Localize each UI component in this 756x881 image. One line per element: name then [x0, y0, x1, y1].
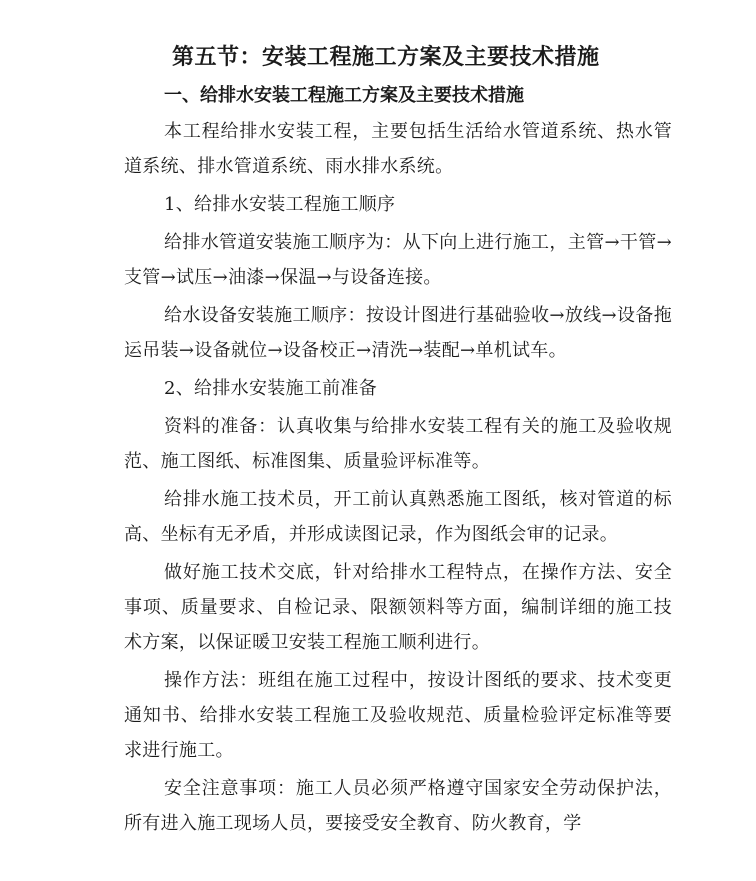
document-title: 第五节：安装工程施工方案及主要技术措施 — [172, 45, 600, 70]
paragraph-equipment-sequence: 给水设备安装施工顺序：按设计图进行基础验收→放线→设备拖运吊装→设备就位→设备校正→清洗→装配→单机试车。 — [124, 305, 672, 361]
paragraph-pipe-sequence: 给排水管道安装施工顺序为：从下向上进行施工，主管→干管→支管→试压→油漆→保温→与设备连接。 — [124, 232, 672, 288]
paragraph-scope: 本工程给排水安装工程，主要包括生活给水管道系统、热水管道系统、排水管道系统、雨水排水系统。 — [124, 121, 672, 177]
paragraph-documents: 资料的准备：认真收集与给排水安装工程有关的施工及验收规范、施工图纸、标准图集、质量验评标准等。 — [124, 416, 672, 472]
subheading-install-sequence: 1、给排水安装工程施工顺序 — [164, 194, 396, 215]
section-heading: 一、给排水安装工程施工方案及主要技术措施 — [164, 85, 524, 106]
paragraph-operation-method: 操作方法：班组在施工过程中，按设计图纸的要求、技术变更通知书、给排水安装工程施工及验收规范、质量检验评定标准等要求进行施工。 — [124, 670, 672, 761]
subheading-preparation: 2、给排水安装施工前准备 — [164, 378, 378, 399]
paragraph-technician: 给排水施工技术员，开工前认真熟悉施工图纸，核对管道的标高、坐标有无矛盾，并形成读图记录，作为图纸会审的记录。 — [124, 489, 672, 545]
paragraph-technical-briefing: 做好施工技术交底，针对给排水工程特点，在操作方法、安全事项、质量要求、自检记录、限额领料等方面，编制详细的施工技术方案，以保证暖卫安装工程施工顺利进行。 — [124, 562, 672, 653]
paragraph-safety: 安全注意事项：施工人员必须严格遵守国家安全劳动保护法，所有进入施工现场人员，要接受安全教育、防火教育，学 — [124, 778, 672, 834]
